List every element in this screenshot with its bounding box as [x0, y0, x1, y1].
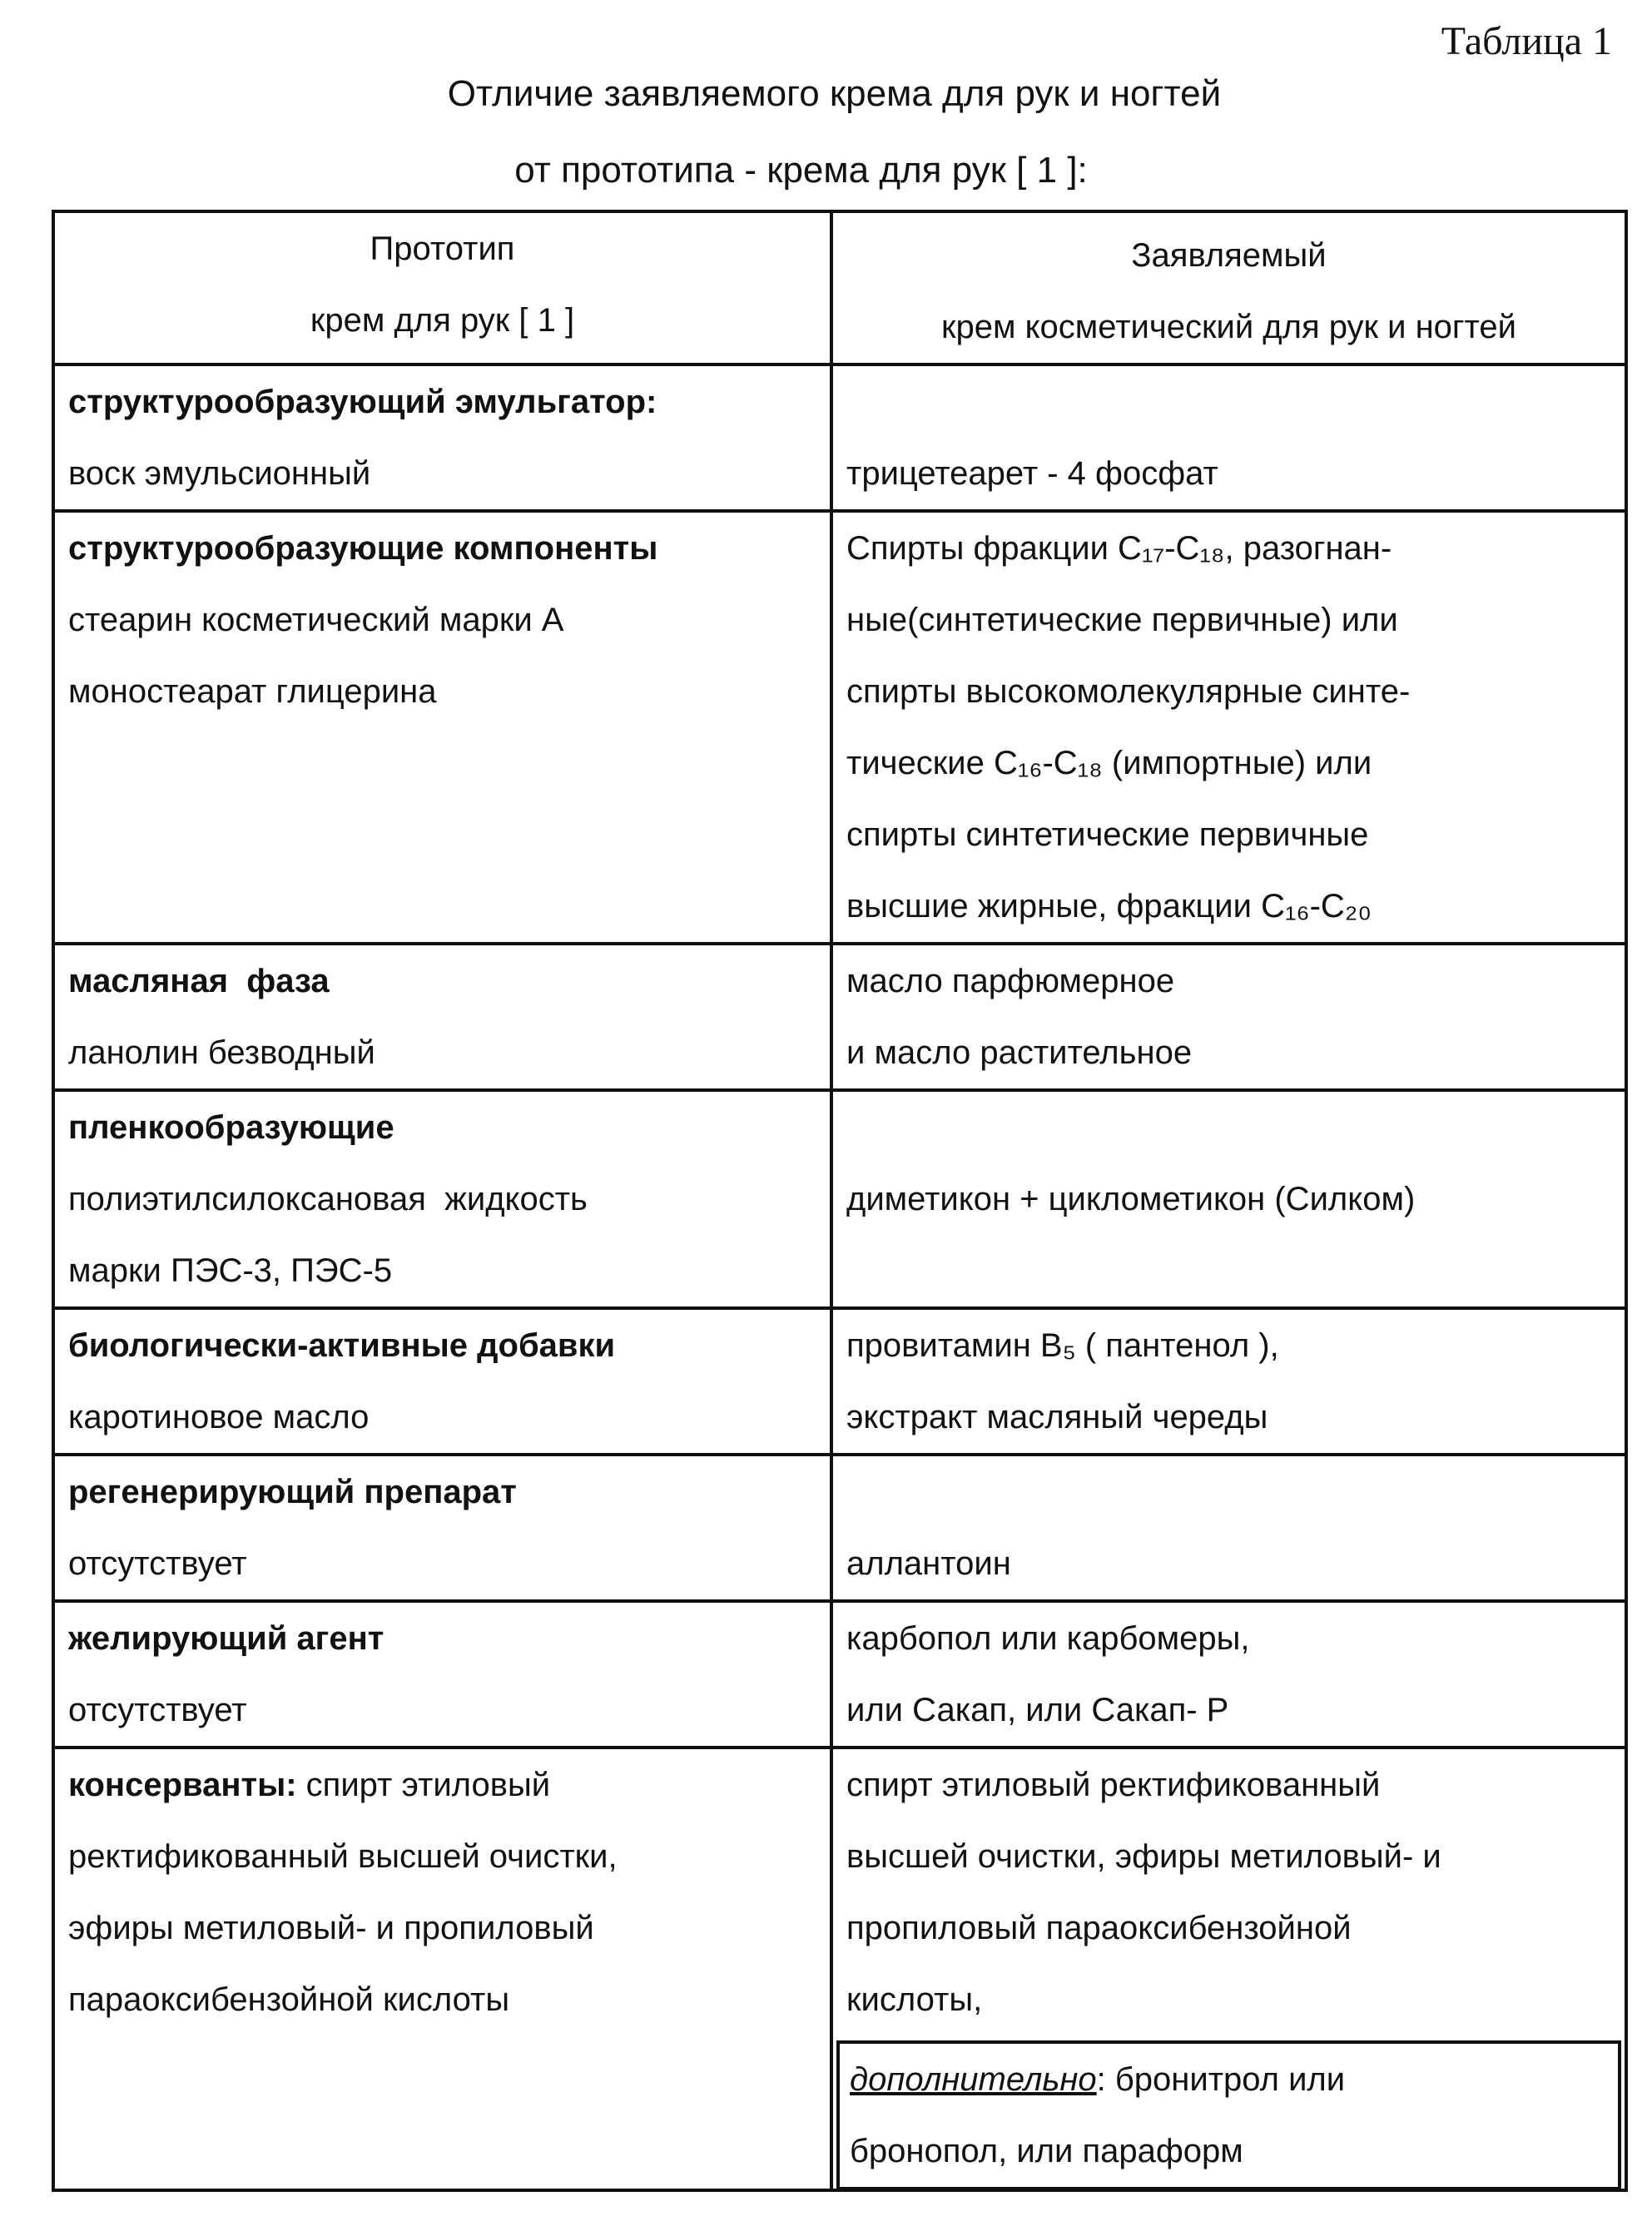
additional-value: бронопол, или параформ — [850, 2115, 1608, 2187]
claimed-value: спирты синтетические первичные — [846, 799, 1611, 870]
prototype-value: ректификованный высшей очистки, — [68, 1821, 816, 1892]
claimed-value: экстракт масляный череды — [846, 1381, 1611, 1453]
claimed-value: карбопол или карбомеры, — [846, 1603, 1611, 1674]
prototype-value: воск эмульсионный — [68, 438, 816, 509]
prototype-value: моностеарат глицерина — [68, 656, 816, 727]
row-heading: структурообразующие компоненты — [68, 513, 816, 584]
header-claimed-subtitle: крем косметический для рук и ногтей — [846, 291, 1611, 363]
table-row — [53, 364, 1626, 511]
additional-value: : бронитрол или — [1097, 2061, 1345, 2098]
claimed-value — [846, 366, 1611, 438]
table-title-line-2: от прототипа - крема для рук [ 1 ]: — [0, 150, 1627, 191]
header-claimed-cell — [831, 211, 1626, 364]
row-heading: консерванты: — [68, 1767, 297, 1803]
table-row — [53, 1601, 1626, 1748]
claimed-value — [846, 1456, 1611, 1528]
additional-preservatives-box — [836, 2040, 1621, 2190]
row-heading: масляная фаза — [68, 945, 816, 1017]
table-label: Таблица 1 — [1441, 18, 1612, 64]
prototype-value: ланолин безводный — [68, 1017, 816, 1088]
prototype-value: каротиновое масло — [68, 1381, 816, 1453]
claimed-value: ные(синтетические первичные) или — [846, 584, 1611, 656]
prototype-cell — [53, 364, 831, 511]
table-title-line-1: Отличие заявляемого крема для рук и ногтей — [8, 73, 1652, 115]
claimed-value: тические C₁₆-C₁₈ (импортные) или — [846, 727, 1611, 799]
prototype-cell — [53, 1601, 831, 1748]
row-heading: структурообразующий эмульгатор: — [68, 366, 816, 438]
document-page — [0, 0, 1652, 2236]
claimed-value — [846, 1092, 1611, 1163]
table-header-row — [53, 211, 1626, 364]
claimed-value: и масло растительное — [846, 1017, 1611, 1088]
prototype-value: отсутствует — [68, 1674, 816, 1746]
prototype-cell — [53, 1748, 831, 2190]
row-heading: пленкообразующие — [68, 1092, 816, 1163]
claimed-cell — [831, 1308, 1626, 1455]
claimed-cell — [831, 1601, 1626, 1748]
claimed-value: высшей очистки, эфиры метиловый- и — [846, 1821, 1611, 1892]
table-row — [53, 511, 1626, 944]
header-claimed-title: Заявляемый — [846, 220, 1611, 291]
claimed-cell — [831, 1090, 1626, 1308]
prototype-value: полиэтилсилоксановая жидкость — [68, 1163, 816, 1235]
prototype-value: стеарин косметический марки А — [68, 584, 816, 656]
prototype-value: эфиры метиловый- и пропиловый — [68, 1892, 816, 1964]
claimed-value: диметикон + циклометикон (Силком) — [846, 1163, 1611, 1235]
prototype-value: параоксибензойной кислоты — [68, 1964, 816, 2035]
row-heading: желирующий агент — [68, 1603, 816, 1674]
comparison-table — [52, 210, 1628, 2192]
claimed-value: спирт этиловый ректификованный — [846, 1749, 1611, 1821]
claimed-value: провитамин B₅ ( пантенол ), — [846, 1310, 1611, 1381]
additional-line — [850, 2044, 1608, 2115]
prototype-cell — [53, 944, 831, 1090]
table-row — [53, 1748, 1626, 2190]
row-heading-line — [68, 1749, 816, 1821]
claimed-value: масло парфюмерное — [846, 945, 1611, 1017]
claimed-value: аллантоин — [846, 1528, 1611, 1599]
claimed-cell — [831, 1748, 1626, 2190]
additional-label: дополнительно — [850, 2061, 1097, 2098]
claimed-value: Спирты фракции C₁₇-C₁₈, разогнан- — [846, 513, 1611, 584]
claimed-value: или Сакап, или Сакап- Р — [846, 1674, 1611, 1746]
header-prototype-subtitle: крем для рук [ 1 ] — [68, 285, 816, 356]
header-prototype-cell — [53, 211, 831, 364]
table-row — [53, 1455, 1626, 1601]
claimed-value: пропиловый параоксибензойной — [846, 1892, 1611, 1964]
claimed-value: трицетеарет - 4 фосфат — [846, 438, 1611, 509]
table-row — [53, 944, 1626, 1090]
prototype-cell — [53, 1455, 831, 1601]
prototype-value: спирт этиловый — [297, 1767, 551, 1803]
claimed-cell — [831, 944, 1626, 1090]
prototype-value: отсутствует — [68, 1528, 816, 1599]
claimed-value: кислоты, — [846, 1964, 1611, 2035]
claimed-value: спирты высокомолекулярные синте- — [846, 656, 1611, 727]
prototype-value: марки ПЭС-3, ПЭС-5 — [68, 1235, 816, 1306]
claimed-value: высшие жирные, фракции C₁₆-C₂₀ — [846, 870, 1611, 942]
claimed-cell — [831, 1455, 1626, 1601]
claimed-cell — [831, 511, 1626, 944]
prototype-cell — [53, 1308, 831, 1455]
row-heading: биологически-активные добавки — [68, 1310, 816, 1381]
prototype-cell — [53, 511, 831, 944]
prototype-cell — [53, 1090, 831, 1308]
header-prototype-title: Прототип — [68, 213, 816, 285]
table-row — [53, 1308, 1626, 1455]
row-heading: регенерирующий препарат — [68, 1456, 816, 1528]
table-row — [53, 1090, 1626, 1308]
claimed-cell — [831, 364, 1626, 511]
